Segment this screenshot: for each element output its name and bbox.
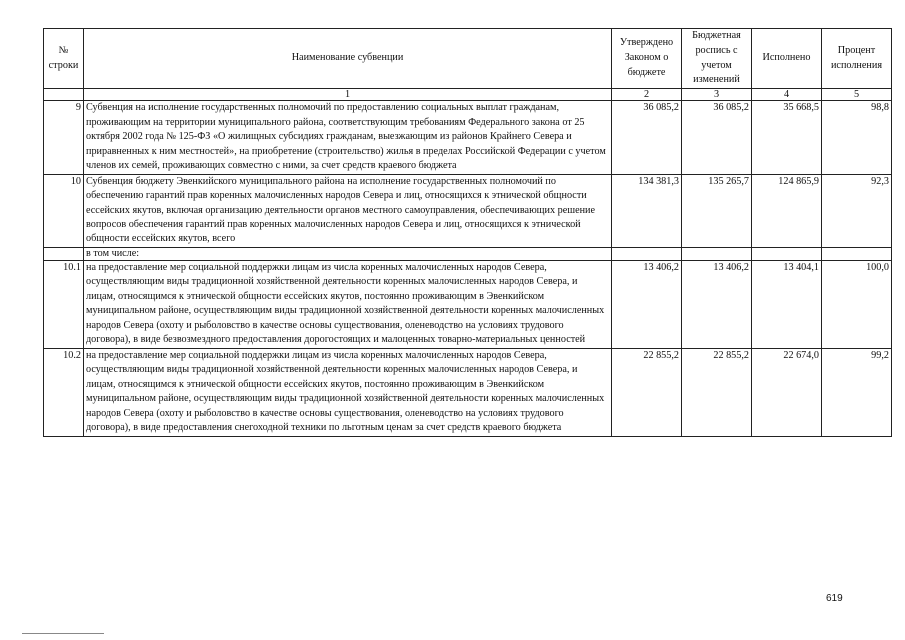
- header-executed: Исполнено: [752, 29, 822, 89]
- table-row: [44, 101, 892, 174]
- row-executed: [752, 247, 822, 260]
- column-number-row: [44, 89, 892, 101]
- row-name: Субвенция бюджету Эвенкийского муниципального района на исполнение государственных полномочий по обеспечению гарантий прав коренных малочисленных народов Севера и лиц, относящихся к этнической общности ессейских якутов, включая организацию деятельности органов местного самоуправления, обеспечивающих решение вопросов обеспечения гарантий прав коренных малочисленных народов Севера и лиц, относящихся к этнической общности ессейских якутов, всего: [84, 174, 612, 247]
- column-number: 2: [612, 89, 682, 101]
- row-executed: 124 865,9: [752, 174, 822, 247]
- row-number: [44, 247, 84, 260]
- row-number: 10.2: [44, 348, 84, 436]
- row-name: на предоставление мер социальной поддержки лицам из числа коренных малочисленных народов Севера, осуществляющим виды традиционной хозяйственной деятельности коренных малочисленных народов Севера, и лицам, относящимся к этнической общности ессейских якутов, постоянно проживающим в Эвенкийском муниципальном районе, осуществляющим виды традиционной хозяйственной деятельности коренных малочисленных народов Севера (охоту и рыболовство в качестве основы существования, оленеводство на условиях трудового договора), в виде предоставления снегоходной техники по льготным ценам за счет средств краевого бюджета: [84, 348, 612, 436]
- column-number: 4: [752, 89, 822, 101]
- column-number-blank: [44, 89, 84, 101]
- row-number: 9: [44, 101, 84, 174]
- table-row: [44, 348, 892, 436]
- row-budget: 13 406,2: [682, 260, 752, 348]
- row-approved: 134 381,3: [612, 174, 682, 247]
- column-number: 3: [682, 89, 752, 101]
- row-approved: [612, 247, 682, 260]
- row-budget: 22 855,2: [682, 348, 752, 436]
- row-executed: 35 668,5: [752, 101, 822, 174]
- row-approved: 36 085,2: [612, 101, 682, 174]
- table-row: [44, 260, 892, 348]
- table-row: [44, 174, 892, 247]
- footnote-divider: [22, 633, 104, 634]
- row-name: в том числе:: [84, 247, 612, 260]
- row-budget: 36 085,2: [682, 101, 752, 174]
- row-approved: 13 406,2: [612, 260, 682, 348]
- row-percent: 100,0: [822, 260, 892, 348]
- row-percent: 92,3: [822, 174, 892, 247]
- column-number: 5: [822, 89, 892, 101]
- row-number: 10: [44, 174, 84, 247]
- row-budget: [682, 247, 752, 260]
- header-percent: Процент исполнения: [822, 29, 892, 89]
- row-percent: 99,2: [822, 348, 892, 436]
- row-executed: 13 404,1: [752, 260, 822, 348]
- row-percent: 98,8: [822, 101, 892, 174]
- subventions-table: [43, 28, 892, 437]
- header-row-number: № строки: [44, 29, 84, 89]
- header-approved: Утверждено Законом о бюджете: [612, 29, 682, 89]
- page-number: 619: [826, 593, 843, 604]
- table-header-row: [44, 29, 892, 89]
- row-executed: 22 674,0: [752, 348, 822, 436]
- row-budget: 135 265,7: [682, 174, 752, 247]
- row-name: Субвенция на исполнение государственных полномочий по предоставлению социальных выплат гражданам, проживающим на территории муниципального района, соответствующим требованиям Федерального закона от 25 октября 2002 года № 125-ФЗ «О жилищных субсидиях гражданам, выезжающим из районов Крайнего Севера и приравненных к ним местностей», на приобретение (строительство) жилья в пределах Российской Федерации с учетом членов их семей, проживающих совместно с ними, за счет средств краевого бюджета: [84, 101, 612, 174]
- column-number: 1: [84, 89, 612, 101]
- row-percent: [822, 247, 892, 260]
- row-number: 10.1: [44, 260, 84, 348]
- row-approved: 22 855,2: [612, 348, 682, 436]
- table-row: [44, 247, 892, 260]
- header-budget-schedule: Бюджетная роспись с учетом изменений: [682, 29, 752, 89]
- header-subvention-name: Наименование субвенции: [84, 29, 612, 89]
- row-name: на предоставление мер социальной поддержки лицам из числа коренных малочисленных народов Севера, осуществляющим виды традиционной хозяйственной деятельности коренных малочисленных народов Севера, и лицам, относящимся к этнической общности ессейских якутов, постоянно проживающим в Эвенкийском муниципальном районе, осуществляющим виды традиционной хозяйственной деятельности коренных малочисленных народов Севера (охоту и рыболовство в качестве основы существования, оленеводство на условиях трудового договора), в виде безвозмездного предоставления дорогостоящих и малоценных товарно-материальных ценностей: [84, 260, 612, 348]
